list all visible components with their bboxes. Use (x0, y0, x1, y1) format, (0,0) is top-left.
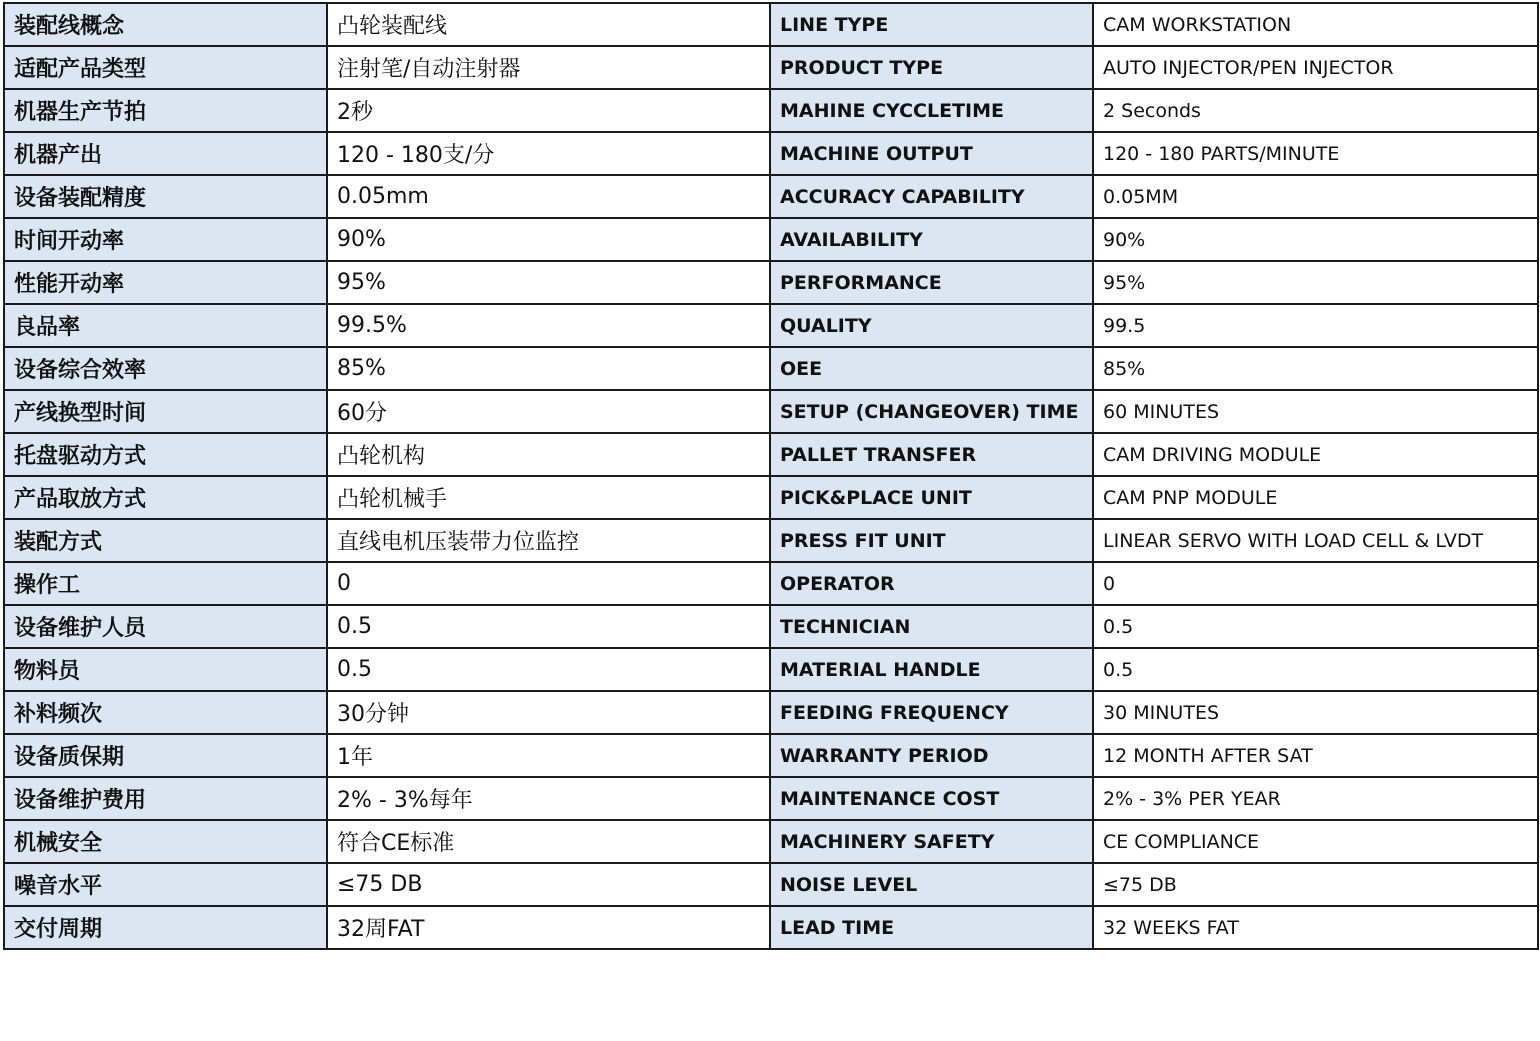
table-row (4, 562, 1538, 605)
en-value-cell: 2% - 3% PER YEAR (1093, 777, 1538, 820)
table-row (4, 863, 1538, 906)
en-label-cell: MACHINERY SAFETY (770, 820, 1093, 863)
zh-label-cell: 设备维护人员 (4, 605, 327, 648)
table-row (4, 820, 1538, 863)
zh-value-cell: 直线电机压装带力位监控 (327, 519, 770, 562)
en-value-cell: 90% (1093, 218, 1538, 261)
en-value-cell: 85% (1093, 347, 1538, 390)
en-value-cell: 0.5 (1093, 605, 1538, 648)
en-label-cell: NOISE LEVEL (770, 863, 1093, 906)
table-row (4, 218, 1538, 261)
en-label-cell: MAHINE CYCCLETIME (770, 89, 1093, 132)
zh-label-cell: 补料频次 (4, 691, 327, 734)
zh-value-cell: 120 - 180支/分 (327, 132, 770, 175)
zh-label-cell: 装配线概念 (4, 3, 327, 46)
zh-label-cell: 操作工 (4, 562, 327, 605)
en-value-cell: 0.05MM (1093, 175, 1538, 218)
table-row (4, 433, 1538, 476)
table-row (4, 734, 1538, 777)
en-value-cell: CE COMPLIANCE (1093, 820, 1538, 863)
table-row (4, 605, 1538, 648)
table-row (4, 390, 1538, 433)
zh-label-cell: 装配方式 (4, 519, 327, 562)
en-label-cell: FEEDING FREQUENCY (770, 691, 1093, 734)
table-row (4, 46, 1538, 89)
en-value-cell: LINEAR SERVO WITH LOAD CELL & LVDT (1093, 519, 1538, 562)
en-label-cell: MACHINE OUTPUT (770, 132, 1093, 175)
en-label-cell: SETUP (CHANGEOVER) TIME (770, 390, 1093, 433)
zh-label-cell: 设备质保期 (4, 734, 327, 777)
en-value-cell: 30 MINUTES (1093, 691, 1538, 734)
zh-value-cell: 99.5% (327, 304, 770, 347)
en-label-cell: AVAILABILITY (770, 218, 1093, 261)
en-value-cell: 2 Seconds (1093, 89, 1538, 132)
en-value-cell: CAM DRIVING MODULE (1093, 433, 1538, 476)
table-row (4, 3, 1538, 46)
en-value-cell: 0.5 (1093, 648, 1538, 691)
en-label-cell: OEE (770, 347, 1093, 390)
zh-label-cell: 噪音水平 (4, 863, 327, 906)
en-value-cell: AUTO INJECTOR/PEN INJECTOR (1093, 46, 1538, 89)
table-row (4, 175, 1538, 218)
zh-value-cell: 0 (327, 562, 770, 605)
zh-label-cell: 产品取放方式 (4, 476, 327, 519)
en-label-cell: LINE TYPE (770, 3, 1093, 46)
en-value-cell: 0 (1093, 562, 1538, 605)
en-value-cell: 32 WEEKS FAT (1093, 906, 1538, 949)
zh-value-cell: 凸轮机械手 (327, 476, 770, 519)
table-row (4, 89, 1538, 132)
en-label-cell: QUALITY (770, 304, 1093, 347)
en-label-cell: PERFORMANCE (770, 261, 1093, 304)
zh-value-cell: 85% (327, 347, 770, 390)
table-row (4, 476, 1538, 519)
table-row (4, 777, 1538, 820)
en-label-cell: TECHNICIAN (770, 605, 1093, 648)
en-label-cell: PRESS FIT UNIT (770, 519, 1093, 562)
zh-label-cell: 时间开动率 (4, 218, 327, 261)
table-row (4, 132, 1538, 175)
en-value-cell: 120 - 180 PARTS/MINUTE (1093, 132, 1538, 175)
table-row (4, 347, 1538, 390)
zh-value-cell: 符合CE标准 (327, 820, 770, 863)
zh-value-cell: 0.5 (327, 648, 770, 691)
zh-value-cell: 95% (327, 261, 770, 304)
zh-label-cell: 产线换型时间 (4, 390, 327, 433)
zh-label-cell: 机器产出 (4, 132, 327, 175)
table-row (4, 906, 1538, 949)
zh-value-cell: ≤75 DB (327, 863, 770, 906)
table-row (4, 648, 1538, 691)
en-value-cell: CAM PNP MODULE (1093, 476, 1538, 519)
en-value-cell: ≤75 DB (1093, 863, 1538, 906)
en-value-cell: 99.5 (1093, 304, 1538, 347)
spec-table-body (4, 3, 1538, 949)
en-label-cell: MAINTENANCE COST (770, 777, 1093, 820)
en-label-cell: PICK&PLACE UNIT (770, 476, 1093, 519)
en-value-cell: CAM WORKSTATION (1093, 3, 1538, 46)
zh-label-cell: 设备综合效率 (4, 347, 327, 390)
zh-label-cell: 良品率 (4, 304, 327, 347)
table-row (4, 691, 1538, 734)
en-value-cell: 95% (1093, 261, 1538, 304)
zh-value-cell: 60分 (327, 390, 770, 433)
en-label-cell: LEAD TIME (770, 906, 1093, 949)
zh-label-cell: 机械安全 (4, 820, 327, 863)
zh-label-cell: 托盘驱动方式 (4, 433, 327, 476)
table-row (4, 261, 1538, 304)
en-value-cell: 60 MINUTES (1093, 390, 1538, 433)
zh-value-cell: 90% (327, 218, 770, 261)
zh-value-cell: 32周FAT (327, 906, 770, 949)
zh-label-cell: 交付周期 (4, 906, 327, 949)
zh-value-cell: 0.5 (327, 605, 770, 648)
zh-label-cell: 设备装配精度 (4, 175, 327, 218)
zh-label-cell: 设备维护费用 (4, 777, 327, 820)
table-row (4, 304, 1538, 347)
zh-value-cell: 0.05mm (327, 175, 770, 218)
zh-value-cell: 凸轮机构 (327, 433, 770, 476)
zh-value-cell: 2秒 (327, 89, 770, 132)
zh-value-cell: 1年 (327, 734, 770, 777)
en-label-cell: MATERIAL HANDLE (770, 648, 1093, 691)
table-row (4, 519, 1538, 562)
en-label-cell: PALLET TRANSFER (770, 433, 1093, 476)
en-label-cell: ACCURACY CAPABILITY (770, 175, 1093, 218)
zh-value-cell: 30分钟 (327, 691, 770, 734)
zh-value-cell: 注射笔/自动注射器 (327, 46, 770, 89)
zh-label-cell: 机器生产节拍 (4, 89, 327, 132)
en-label-cell: WARRANTY PERIOD (770, 734, 1093, 777)
en-label-cell: PRODUCT TYPE (770, 46, 1093, 89)
en-label-cell: OPERATOR (770, 562, 1093, 605)
zh-value-cell: 2% - 3%每年 (327, 777, 770, 820)
en-value-cell: 12 MONTH AFTER SAT (1093, 734, 1538, 777)
zh-value-cell: 凸轮装配线 (327, 3, 770, 46)
zh-label-cell: 物料员 (4, 648, 327, 691)
zh-label-cell: 适配产品类型 (4, 46, 327, 89)
zh-label-cell: 性能开动率 (4, 261, 327, 304)
spec-table (3, 2, 1539, 950)
